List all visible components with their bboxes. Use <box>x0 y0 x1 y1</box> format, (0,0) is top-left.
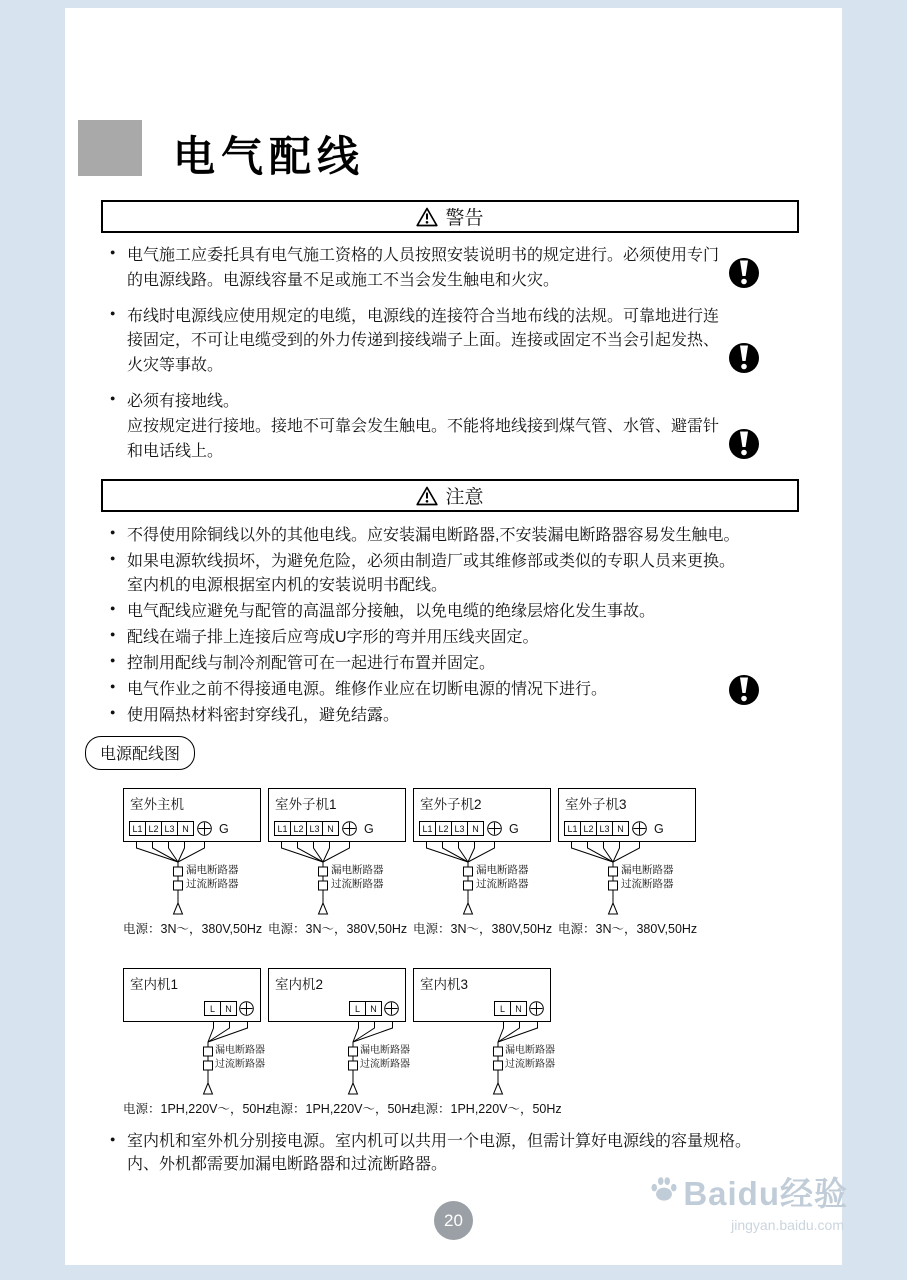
indoor-unit-diagram <box>413 968 562 1117</box>
warning-triangle-icon <box>416 207 438 227</box>
terminal-l3: L3 <box>161 821 178 836</box>
terminal-row <box>274 821 374 836</box>
alert-circle-icon <box>728 257 760 298</box>
terminal-n: N <box>322 821 339 836</box>
terminal-l3: L3 <box>596 821 613 836</box>
power-spec-label: 电源：1PH,220V～，50Hz <box>123 1102 272 1116</box>
overcurrent-breaker-label: 过流断路器 <box>476 878 529 890</box>
leakage-breaker-label: 漏电断路器 <box>331 864 384 876</box>
power-spec-label: 电源：3N～，380V,50Hz <box>413 922 553 936</box>
warning-item <box>110 244 810 294</box>
unit-label: 室外子机3 <box>565 797 627 812</box>
caution-item <box>110 626 800 650</box>
overcurrent-breaker-label: 过流断路器 <box>505 1059 555 1070</box>
outdoor-unit-box <box>268 788 406 842</box>
caution-item-subtext: 室内机的电源根据室内机的安装说明书配线。 <box>127 577 448 594</box>
caution-item-text: 电气配线应避免与配管的高温部分接触，以免电缆的绝缘层熔化发生事故。 <box>127 603 656 620</box>
terminal-row <box>494 1001 544 1016</box>
caution-list <box>110 524 800 730</box>
warning-header <box>101 200 799 233</box>
leakage-breaker-label: 漏电断路器 <box>360 1045 410 1056</box>
terminal-n: N <box>365 1001 382 1016</box>
paw-logo-icon <box>650 1176 678 1207</box>
warning-item-text: 布线时电源线应使用规定的电缆，电源线的连接符合当地布线的法规。可靠地进行连接固定，不可让电缆受到的外力传递到接线端子上面。连接或固定不当会引起发热、火灾等事故。 <box>127 307 720 375</box>
overcurrent-breaker-label: 过流断路器 <box>331 878 384 890</box>
caution-item <box>110 652 800 676</box>
warning-item-text: 电气施工应委托具有电气施工资格的人员按照安装说明书的规定进行。必须使用专门的电源线路。电源线容量不足或施工不当会发生触电和火灾。 <box>127 247 720 289</box>
terminal-row <box>204 1001 254 1016</box>
overcurrent-breaker-label: 过流断路器 <box>621 878 674 890</box>
warning-item-subtext: 应按规定进行接地。接地不可靠会发生触电。不能将地线接到煤气管、水管、避雷针和电话线上。 <box>127 417 720 460</box>
overcurrent-breaker-label: 过流断路器 <box>215 1059 265 1070</box>
warning-triangle-icon <box>416 486 438 506</box>
caution-item <box>110 704 800 728</box>
unit-label: 室外子机2 <box>420 797 482 812</box>
terminal-l3: L3 <box>451 821 468 836</box>
terminal-l1: L1 <box>564 821 581 836</box>
terminal-l3: L3 <box>306 821 323 836</box>
warning-item <box>110 390 810 464</box>
leakage-breaker-label: 漏电断路器 <box>476 864 529 876</box>
terminal-row <box>349 1001 399 1016</box>
terminal-l: L <box>204 1001 221 1016</box>
indoor-unit-diagram <box>268 968 417 1117</box>
leakage-breaker-label: 漏电断路器 <box>621 864 674 876</box>
indoor-units-row <box>123 968 562 1117</box>
terminal-l1: L1 <box>129 821 146 836</box>
document-page <box>65 8 848 1265</box>
terminal-l2: L2 <box>290 821 307 836</box>
terminal-n: N <box>220 1001 237 1016</box>
caution-item-text: 控制用配线与制冷剂配管可在一起进行布置并固定。 <box>127 655 496 672</box>
outdoor-unit-box <box>558 788 696 842</box>
warning-item <box>110 305 810 379</box>
indoor-unit-box <box>123 968 261 1022</box>
terminal-n: N <box>510 1001 527 1016</box>
alert-circle-icon <box>728 428 760 469</box>
footer-note-line2: 内、外机都需要加漏电断路器和过流断路器。 <box>127 1156 448 1174</box>
caution-header-label: 注意 <box>445 487 484 508</box>
caution-item <box>110 600 800 624</box>
watermark-brand: Baidu经验 <box>683 1175 848 1212</box>
ground-label: G <box>219 821 229 836</box>
outdoor-unit-diagram <box>558 788 696 937</box>
outdoor-unit-box <box>413 788 551 842</box>
wiring-diagram-section-label: 电源配线图 <box>85 736 195 770</box>
outdoor-unit-diagram <box>123 788 261 937</box>
terminal-l2: L2 <box>435 821 452 836</box>
ground-label: G <box>654 821 664 836</box>
terminal-n: N <box>177 821 194 836</box>
outdoor-unit-diagram <box>413 788 551 937</box>
title-decoration-square <box>78 120 142 176</box>
caution-item-text: 配线在端子排上连接后应弯成U字形的弯并用压线夹固定。 <box>127 629 539 646</box>
leakage-breaker-label: 漏电断路器 <box>186 864 239 876</box>
warning-list <box>110 244 810 475</box>
watermark-url: jingyan.baidu.com <box>731 1217 844 1233</box>
indoor-unit-box <box>413 968 551 1022</box>
terminal-row <box>419 821 519 836</box>
caution-item <box>110 524 800 548</box>
caution-item <box>110 678 800 702</box>
earth-terminal-icon <box>342 821 357 836</box>
leakage-breaker-label: 漏电断路器 <box>215 1045 265 1056</box>
ground-label: G <box>364 821 374 836</box>
terminal-l2: L2 <box>145 821 162 836</box>
earth-terminal-icon <box>487 821 502 836</box>
indoor-unit-box <box>268 968 406 1022</box>
footer-note-line1: ● 室内机和室外机分别接电源。室内机可以共用一个电源，但需计算好电源线的容量规格。 <box>127 1133 752 1150</box>
caution-item-text: 使用隔热材料密封穿线孔，避免结露。 <box>127 707 400 724</box>
terminal-l1: L1 <box>274 821 291 836</box>
earth-terminal-icon <box>529 1001 544 1016</box>
alert-circle-icon <box>728 342 760 383</box>
earth-terminal-icon <box>632 821 647 836</box>
power-spec-label: 电源：3N～，380V,50Hz <box>123 922 263 936</box>
earth-terminal-icon <box>239 1001 254 1016</box>
terminal-l: L <box>349 1001 366 1016</box>
power-spec-label: 电源：1PH,220V～，50Hz <box>268 1102 417 1116</box>
unit-label: 室内机2 <box>275 977 324 992</box>
overcurrent-breaker-label: 过流断路器 <box>186 878 239 890</box>
power-spec-label: 电源：1PH,220V～，50Hz <box>413 1102 562 1116</box>
warning-item-text: ● 必须有接地线。 <box>127 392 240 410</box>
terminal-row <box>564 821 664 836</box>
power-spec-label: 电源：3N～，380V,50Hz <box>558 922 698 936</box>
unit-label: 室外主机 <box>130 797 184 812</box>
outdoor-units-row <box>123 788 696 937</box>
ground-label: G <box>509 821 519 836</box>
terminal-n: N <box>612 821 629 836</box>
overcurrent-breaker-label: 过流断路器 <box>360 1059 410 1070</box>
unit-label: 室外子机1 <box>275 797 337 812</box>
terminal-l: L <box>494 1001 511 1016</box>
caution-item-text: 不得使用除铜线以外的其他电线。应安装漏电断路器,不安装漏电断路器容易发生触电。 <box>127 527 740 544</box>
earth-terminal-icon <box>384 1001 399 1016</box>
unit-label: 室内机1 <box>130 977 179 992</box>
outdoor-unit-diagram <box>268 788 406 937</box>
terminal-n: N <box>467 821 484 836</box>
caution-item <box>110 550 800 598</box>
caution-item-text: 电气作业之前不得接通电源。维修作业应在切断电源的情况下进行。 <box>127 681 608 698</box>
warning-header-label: 警告 <box>445 208 484 229</box>
caution-header <box>101 479 799 512</box>
power-spec-label: 电源：3N～，380V,50Hz <box>268 922 408 936</box>
page-number: 20 <box>434 1201 473 1240</box>
leakage-breaker-label: 漏电断路器 <box>505 1045 555 1056</box>
terminal-row <box>129 821 229 836</box>
page-title: 电气配线 <box>173 133 366 180</box>
watermark <box>650 1168 848 1233</box>
unit-label: 室内机3 <box>420 977 469 992</box>
indoor-unit-diagram <box>123 968 272 1117</box>
earth-terminal-icon <box>197 821 212 836</box>
caution-item-text: ● 如果电源软线损坏，为避免危险，必须由制造厂或其维修部或类似的专职人员来更换。 <box>127 553 736 570</box>
terminal-l2: L2 <box>580 821 597 836</box>
terminal-l1: L1 <box>419 821 436 836</box>
outdoor-unit-box <box>123 788 261 842</box>
